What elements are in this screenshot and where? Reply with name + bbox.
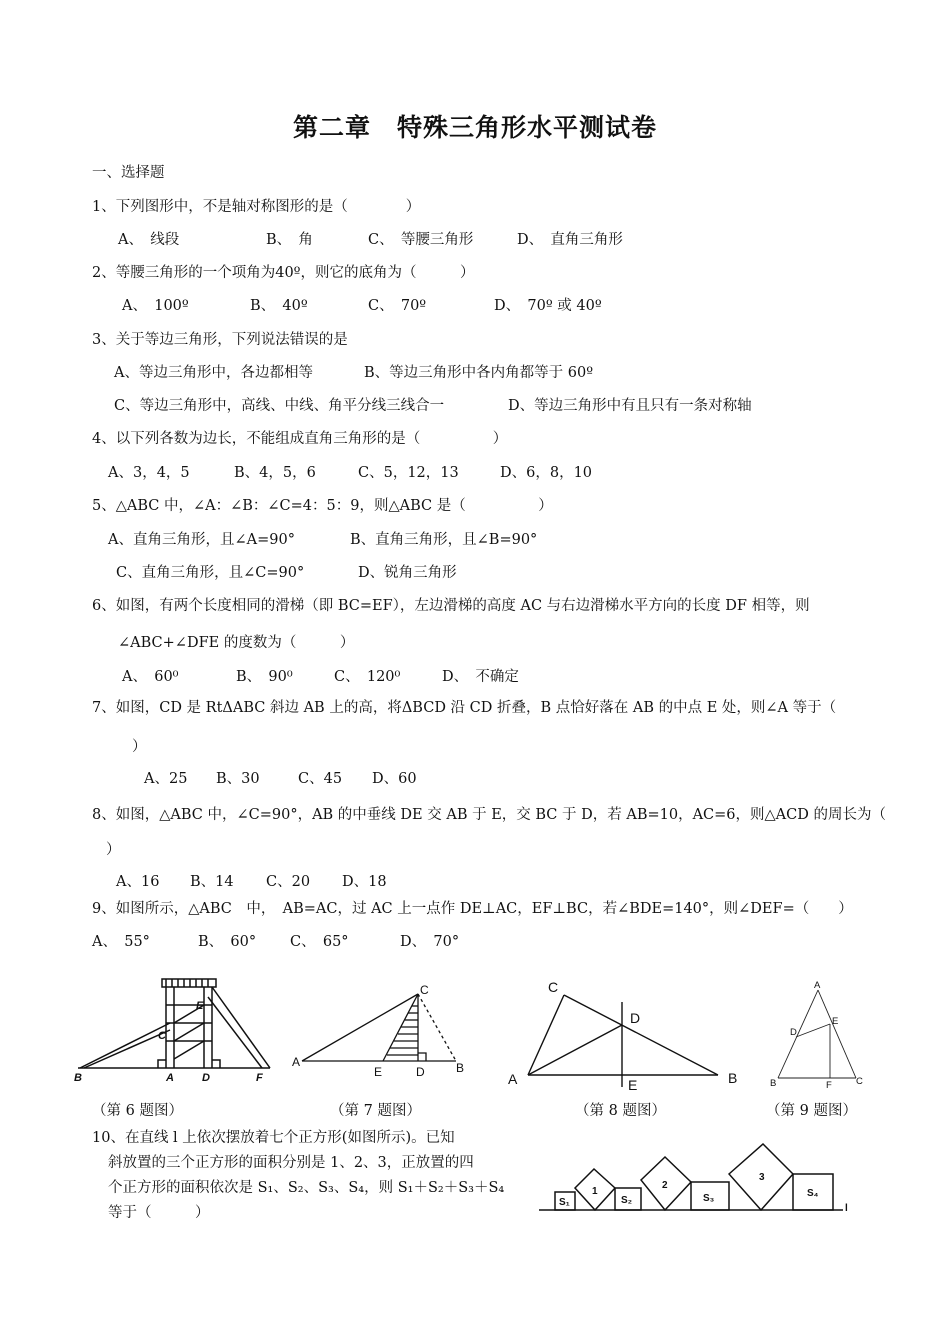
fig10-label-s1: S₁ [559, 1197, 570, 1208]
fig9-label-b: B [770, 1078, 777, 1089]
q5-option-d: D、锐角三角形 [358, 565, 457, 581]
question-6-stem-cont: ∠ABC+∠DFE 的度数为（ ） [118, 635, 355, 651]
figure-8-perpendicular-bisector [498, 980, 748, 1092]
fig9-label-f: F [826, 1080, 832, 1091]
caption-fig7: （第 7 题图） [330, 1103, 421, 1119]
q8-option-a: A、16 [116, 874, 160, 890]
q3-option-a: A、等边三角形中，各边都相等 [114, 365, 313, 381]
q7-option-a: A、25 [144, 771, 188, 787]
question-8-stem-cont: ） [106, 842, 121, 858]
fig7-label-a: A [292, 1055, 301, 1069]
fig6-label-a: A [166, 1072, 174, 1084]
q9-option-c: C、 65° [290, 934, 349, 950]
section-heading: 一、选择题 [92, 165, 165, 181]
question-3-stem: 3、关于等边三角形，下列说法错误的是 [92, 332, 348, 348]
q9-option-d: D、 70° [400, 934, 460, 950]
fig7-label-b: B [456, 1061, 465, 1075]
q6-option-d: D、 不确定 [442, 669, 519, 685]
fig9-label-a: A [814, 980, 821, 991]
question-2-stem: 2、等腰三角形的一个项角为40º，则它的底角为（ ） [92, 265, 475, 281]
q6-option-c: C、 120⁰ [334, 669, 401, 685]
question-4-stem: 4、以下列各数为边长，不能组成直角三角形的是（ ） [92, 431, 508, 447]
q9-option-b: B、 60° [198, 934, 257, 950]
q7-option-c: C、45 [298, 771, 343, 787]
caption-fig8: （第 8 题图） [575, 1103, 666, 1119]
fig6-label-f: F [256, 1072, 263, 1084]
q2-option-b: B、 40º [250, 298, 308, 314]
question-10-line-4: 等于（ ） [108, 1205, 210, 1221]
question-8-stem: 8、如图，△ABC 中，∠C=90°，AB 的中垂线 DE 交 AB 于 E，交 BC 于 D，若 AB=10，AC=6，则△ACD 的周长为（ [92, 807, 886, 823]
q1-option-d: D、 直角三角形 [517, 232, 623, 248]
fig8-label-a: A [508, 1071, 518, 1087]
fig7-label-d: D [416, 1065, 425, 1079]
fig10-label-s4: S₄ [807, 1188, 819, 1199]
fig9-label-c: C [856, 1076, 863, 1087]
question-10-line-2: 斜放置的三个正方形的面积分别是 1、2、3，正放置的四 [108, 1155, 474, 1171]
fig10-label-3: 3 [759, 1172, 765, 1183]
caption-fig6: （第 6 题图） [92, 1103, 183, 1119]
q7-option-d: D、60 [372, 771, 417, 787]
figure-10-squares [535, 1140, 855, 1220]
fig7-label-c: C [420, 983, 429, 997]
q2-option-a: A、 100º [122, 298, 189, 314]
q9-option-a: A、 55° [92, 934, 150, 950]
q3-option-c: C、等边三角形中，高线、中线、角平分线三线合一 [114, 398, 445, 414]
fig8-label-c: C [548, 979, 559, 995]
question-7-stem-cont: ） [132, 739, 147, 755]
fig8-label-d: D [630, 1010, 641, 1026]
q5-option-b: B、直角三角形，且∠B=90° [350, 532, 538, 548]
question-6-stem: 6、如图，有两个长度相同的滑梯（即 BC=EF），左边滑梯的高度 AC 与右边滑梯水平方向的长度 DF 相等，则 [92, 598, 810, 614]
fig7-label-e: E [374, 1065, 383, 1079]
q8-option-b: B、14 [190, 874, 234, 890]
question-10-line-1: 10、在直线 l 上依次摆放着七个正方形(如图所示)。已知 [92, 1130, 455, 1146]
figure-6-slides [70, 975, 280, 1087]
fig10-label-1: 1 [592, 1186, 598, 1197]
q2-option-d: D、 70º 或 40º [494, 298, 602, 314]
page-title: 第二章 特殊三角形水平测试卷 [292, 113, 657, 142]
fig10-label-s2: S₂ [621, 1195, 633, 1206]
q6-option-b: B、 90⁰ [236, 669, 293, 685]
q7-option-b: B、30 [216, 771, 260, 787]
q5-option-c: C、直角三角形，且∠C=90° [116, 565, 305, 581]
q8-option-c: C、20 [266, 874, 311, 890]
q3-option-d: D、等边三角形中有且只有一条对称轴 [508, 398, 752, 414]
q6-option-a: A、 60⁰ [122, 669, 179, 685]
fig6-label-b: B [74, 1072, 82, 1084]
caption-fig9: （第 9 题图） [766, 1103, 857, 1119]
fig6-label-d: D [202, 1072, 210, 1084]
figure-9-isosceles-triangle [764, 980, 874, 1091]
q1-option-a: A、 线段 [118, 232, 180, 248]
q1-option-c: C、 等腰三角形 [368, 232, 474, 248]
fig6-label-c: C [158, 1030, 166, 1042]
figure-7-folded-triangle [288, 982, 478, 1080]
question-1-stem: 1、下列图形中，不是轴对称图形的是（ ） [92, 199, 421, 215]
q2-option-c: C、 70º [368, 298, 427, 314]
question-7-stem: 7、如图，CD 是 RtΔABC 斜边 AB 上的高，将ΔBCD 沿 CD 折叠，B 点恰好落在 AB 的中点 E 处，则∠A 等于（ [92, 700, 837, 716]
q4-option-c: C、5，12，13 [358, 465, 459, 481]
fig6-label-e: E [196, 1000, 204, 1012]
q3-option-b: B、等边三角形中各内角都等于 60º [364, 365, 594, 381]
fig8-label-e: E [628, 1077, 638, 1093]
fig9-label-e: E [832, 1016, 839, 1027]
fig8-label-b: B [728, 1070, 738, 1086]
q1-option-b: B、 角 [266, 232, 313, 248]
q5-option-a: A、直角三角形，且∠A=90° [108, 532, 295, 548]
fig10-label-l: l [845, 1203, 848, 1214]
q8-option-d: D、18 [342, 874, 387, 890]
fig10-label-s3: S₃ [703, 1193, 715, 1204]
question-10-line-3: 个正方形的面积依次是 S₁、S₂、S₃、S₄，则 S₁＋S₂＋S₃＋S₄ [108, 1180, 505, 1196]
fig10-label-2: 2 [662, 1180, 668, 1191]
fig9-label-d: D [790, 1027, 797, 1038]
question-5-stem: 5、△ABC 中，∠A：∠B：∠C=4：5：9，则△ABC 是（ ） [92, 498, 553, 514]
question-9-stem: 9、如图所示，△ABC 中， AB=AC，过 AC 上一点作 DE⊥AC，EF⊥BC，若∠BDE=140°，则∠DEF=（ ） [92, 901, 853, 917]
q4-option-b: B、4，5，6 [234, 465, 316, 481]
q4-option-a: A、3，4，5 [108, 465, 190, 481]
q4-option-d: D、6，8，10 [500, 465, 593, 481]
